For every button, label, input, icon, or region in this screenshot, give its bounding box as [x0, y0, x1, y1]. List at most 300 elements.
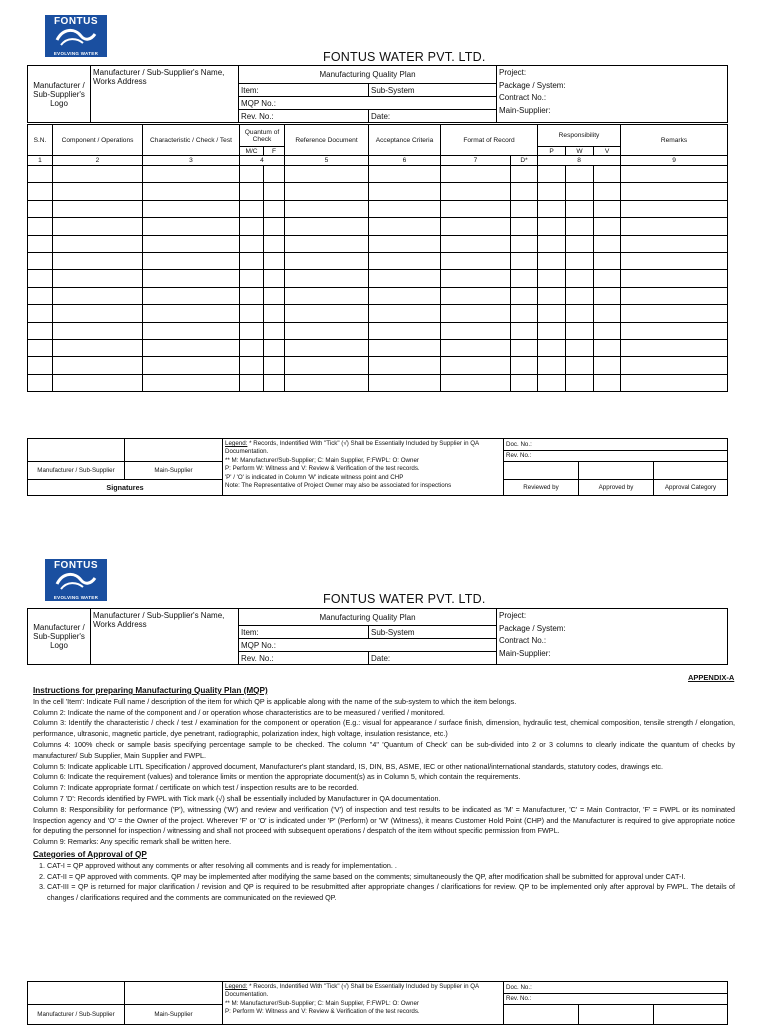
doc-no-label: Doc. No.:: [504, 982, 727, 994]
instruction-line: Column 9: Remarks: Any specific remark shall be written here.: [33, 837, 232, 847]
main-supplier-label: Main-Supplier: [125, 1005, 223, 1025]
table-cell[interactable]: [264, 322, 285, 339]
col-acceptance-header: Acceptance Criteria: [369, 125, 441, 156]
main-supplier-signature-cell[interactable]: [125, 982, 223, 1005]
table-cell[interactable]: [538, 374, 566, 391]
table-cell[interactable]: [594, 339, 621, 356]
logo-tagline: EVOLVING WATER: [53, 595, 99, 600]
table-cell[interactable]: [264, 252, 285, 269]
table-cell[interactable]: [511, 305, 538, 322]
package-label: Package / System:: [499, 623, 566, 633]
table-cell[interactable]: [538, 252, 566, 269]
col-w-header: W: [566, 147, 594, 156]
table-cell[interactable]: [594, 235, 621, 252]
legend-text-line: ** M: Manufacturer/Sub-Supplier; C: Main Supplier, F:FWPL: O: Owner: [225, 456, 419, 464]
table-cell[interactable]: [538, 357, 566, 374]
table-cell[interactable]: [285, 287, 369, 304]
table-cell[interactable]: [143, 357, 240, 374]
instruction-line: Column 8: Responsibility for performance ('P'), witnessing ('W') and review and verification ('V') of inspection and test results to be indicated as 'M' = Manufacturer, 'C' = Main Contractor, 'F' = FWPL or its nominated Inspection agency and 'O' = the Owner of the project. Wherever 'F' or 'O' is indicated under 'P' (Perform) or 'W' (Witness), it means Customer Hold Point (CHP) and the Manufacturer is required to give appropriate notice for deputing the personnel for inspection / witnessing and shall not proceed with subsequent operations / despatch of the item without specific permission from FWPL.: [33, 804, 735, 836]
mqp-title: Manufacturing Quality Plan: [239, 66, 497, 84]
table-cell[interactable]: [566, 218, 594, 235]
table-row: [28, 305, 728, 322]
legend-text-line: P: Perform W: Witness and V: Review & Verification of the test records.: [225, 465, 420, 473]
table-cell[interactable]: [285, 252, 369, 269]
table-cell[interactable]: [594, 252, 621, 269]
main-supplier-signature-cell[interactable]: [125, 439, 223, 462]
table-cell[interactable]: [566, 235, 594, 252]
table-cell[interactable]: [566, 322, 594, 339]
table-cell[interactable]: [143, 374, 240, 391]
table-cell[interactable]: [240, 305, 264, 322]
category-item: 3. CAT-III = QP is returned for major clarification / revision and QP is required to be resubmitted after appropriate changes / clarifications for review. QP to be implemented only after approval by FWPL. The details of changes / clarifications required and the comments are communicated on the reviewed QP.: [47, 882, 735, 904]
table-cell[interactable]: [28, 339, 53, 356]
table-cell[interactable]: [511, 270, 538, 287]
table-cell[interactable]: [441, 374, 511, 391]
item-field[interactable]: Item:: [239, 84, 369, 97]
table-cell[interactable]: [53, 270, 143, 287]
table-cell[interactable]: [369, 270, 441, 287]
manufacturer-name-cell: Manufacturer / Sub-Supplier's Name, Works Address: [91, 66, 239, 123]
table-cell[interactable]: [53, 235, 143, 252]
table-row: [28, 235, 728, 252]
table-cell[interactable]: [441, 200, 511, 217]
table-cell[interactable]: [143, 218, 240, 235]
col-num: 7: [441, 156, 511, 166]
table-cell[interactable]: [538, 287, 566, 304]
table-cell[interactable]: [285, 339, 369, 356]
signatures-label: Signatures: [28, 480, 223, 496]
table-cell[interactable]: [594, 218, 621, 235]
legend-text-line: P: Perform W: Witness and V: Review & Verification of the test records.: [225, 1008, 420, 1016]
approved-by-signature[interactable]: [579, 1005, 654, 1025]
logo-tagline: EVOLVING WATER: [53, 51, 99, 56]
table-cell[interactable]: [240, 322, 264, 339]
table-cell[interactable]: [369, 357, 441, 374]
table-cell[interactable]: [53, 374, 143, 391]
table-cell[interactable]: [285, 305, 369, 322]
table-cell[interactable]: [285, 166, 369, 183]
rev-no-field[interactable]: Rev. No.:: [239, 110, 369, 123]
table-cell[interactable]: [369, 305, 441, 322]
table-cell[interactable]: [264, 374, 285, 391]
table-cell[interactable]: [264, 287, 285, 304]
table-cell[interactable]: [566, 200, 594, 217]
table-cell[interactable]: [538, 322, 566, 339]
col-reference-header: Reference Document: [285, 125, 369, 156]
table-cell[interactable]: [240, 287, 264, 304]
col-p-header: P: [538, 147, 566, 156]
table-cell[interactable]: [143, 270, 240, 287]
table-cell[interactable]: [621, 218, 728, 235]
table-cell[interactable]: [511, 252, 538, 269]
table-cell[interactable]: [594, 357, 621, 374]
manufacturer-signature-cell[interactable]: [28, 982, 125, 1005]
approved-by-signature[interactable]: [579, 462, 654, 480]
wave-icon: [55, 570, 97, 592]
table-cell[interactable]: [53, 218, 143, 235]
project-info-cell: [497, 609, 728, 665]
header-table-2: [27, 608, 728, 665]
table-cell[interactable]: [240, 270, 264, 287]
col-num: 4: [240, 156, 285, 166]
instruction-line: Column 7 'D': Records identified by FWPL with Tick mark (√) shall be essentially included by Manufacturer in QA documentation.: [33, 793, 441, 803]
table-cell[interactable]: [566, 252, 594, 269]
table-cell[interactable]: [264, 305, 285, 322]
table-row: [28, 339, 728, 356]
table-cell[interactable]: [511, 322, 538, 339]
table-cell[interactable]: [143, 183, 240, 200]
table-cell[interactable]: [441, 357, 511, 374]
instruction-line: Column 5: Indicate applicable LITL Specification / approved document, Manufacturer's plant standard, IS, DIN, BS, ASME, IEC or other national/international standards, statutory codes, drawings etc.: [33, 761, 663, 771]
manufacturer-name-cell: Manufacturer / Sub-Supplier's Name, Works Address: [91, 609, 239, 665]
table-cell[interactable]: [53, 200, 143, 217]
col-component-header: Component / Operations: [53, 125, 143, 156]
table-cell[interactable]: [594, 287, 621, 304]
project-label: Project:: [499, 68, 527, 77]
table-cell[interactable]: [621, 183, 728, 200]
table-cell[interactable]: [594, 166, 621, 183]
table-cell[interactable]: [143, 322, 240, 339]
approval-category-label: Approval Category: [654, 480, 728, 496]
table-cell[interactable]: [441, 287, 511, 304]
categories-heading: Categories of Approval of QP: [33, 849, 147, 859]
col-num: 9: [621, 156, 728, 166]
quality-plan-grid: [27, 124, 728, 392]
table-row: [28, 200, 728, 217]
legend-table-1: [27, 438, 728, 496]
column-number-row: [28, 156, 728, 166]
approval-category-signature[interactable]: [654, 462, 728, 480]
category-item: 2. CAT-II = QP approved with comments. QP may be implemented after modifying the same based on the comments; simultaneously the QP, after modification shall be submitted for approval under CAT-I.: [47, 872, 735, 883]
main-supplier-label: Main-Supplier:: [499, 105, 551, 115]
table-cell[interactable]: [369, 218, 441, 235]
table-cell[interactable]: [240, 200, 264, 217]
col-characteristic-header: Characteristic / Check / Test: [143, 125, 240, 156]
reviewed-by-signature[interactable]: [504, 1005, 579, 1025]
table-cell[interactable]: [240, 374, 264, 391]
table-cell[interactable]: [264, 339, 285, 356]
doc-rev-cell: [504, 439, 728, 462]
company-logo: [45, 559, 107, 601]
instructions-heading: Instructions for preparing Manufacturing Quality Plan (MQP): [33, 686, 268, 695]
col-responsibility-header: Responsibility: [538, 125, 621, 147]
table-cell[interactable]: [53, 339, 143, 356]
table-cell[interactable]: [566, 357, 594, 374]
table-cell[interactable]: [566, 339, 594, 356]
table-cell[interactable]: [621, 339, 728, 356]
doc-no-label: Doc. No.:: [504, 439, 727, 451]
table-cell[interactable]: [28, 252, 53, 269]
table-cell[interactable]: [441, 183, 511, 200]
table-cell[interactable]: [441, 166, 511, 183]
date-field[interactable]: Date:: [369, 652, 497, 665]
mqp-no-field[interactable]: MQP No.:: [239, 639, 497, 652]
table-cell[interactable]: [566, 287, 594, 304]
table-cell[interactable]: [285, 218, 369, 235]
table-cell[interactable]: [566, 183, 594, 200]
legend-table-2: [27, 981, 728, 1025]
legend-text-line: * Records, Indentified With "Tick" (√) Shall be Essentially Included by Supplier in QA Documentation.: [225, 983, 479, 999]
subsystem-field[interactable]: Sub-System: [369, 626, 497, 639]
table-cell[interactable]: [369, 287, 441, 304]
table-cell[interactable]: [538, 305, 566, 322]
table-cell[interactable]: [240, 235, 264, 252]
main-supplier-label: Main-Supplier:: [499, 648, 551, 658]
table-cell[interactable]: [285, 322, 369, 339]
table-cell[interactable]: [28, 200, 53, 217]
table-cell[interactable]: [28, 305, 53, 322]
table-cell[interactable]: [28, 374, 53, 391]
table-cell[interactable]: [621, 374, 728, 391]
table-row: [28, 270, 728, 287]
legend-text: [223, 982, 504, 1025]
table-cell[interactable]: [143, 252, 240, 269]
table-cell[interactable]: [511, 287, 538, 304]
instruction-line: Column 7: Indicate appropriate format / certificate on which test / inspection results are to be recorded.: [33, 783, 359, 793]
col-num: 2: [53, 156, 143, 166]
table-cell[interactable]: [594, 322, 621, 339]
table-cell[interactable]: [621, 166, 728, 183]
table-cell[interactable]: [143, 200, 240, 217]
wave-icon: [55, 26, 97, 48]
table-cell[interactable]: [369, 374, 441, 391]
table-cell[interactable]: [511, 374, 538, 391]
col-remarks-header: Remarks: [621, 125, 728, 156]
reviewed-by-label: Reviewed by: [504, 480, 579, 496]
table-cell[interactable]: [285, 374, 369, 391]
table-cell[interactable]: [594, 200, 621, 217]
date-field[interactable]: Date:: [369, 110, 497, 123]
instruction-line: Column 3: Identify the characteristic / check / test / examination for the component or operation (E.g.: visual for appearance / surface finish, dimension, hydraulic test, chemical composition, tensile strength / elongation, performance, ultrasonic, magnetic particle, dye penetrant, radiographic, polarization index, high voltage, insulation resistance, etc.): [33, 718, 735, 739]
table-cell[interactable]: [511, 183, 538, 200]
table-cell[interactable]: [441, 305, 511, 322]
table-cell[interactable]: [621, 270, 728, 287]
table-cell[interactable]: [264, 270, 285, 287]
table-cell[interactable]: [143, 305, 240, 322]
table-cell[interactable]: [441, 322, 511, 339]
table-cell[interactable]: [621, 305, 728, 322]
col-num: 1: [28, 156, 53, 166]
rev-no-label: Rev. No.:: [506, 452, 532, 459]
table-cell[interactable]: [143, 166, 240, 183]
mqp-no-field[interactable]: MQP No.:: [239, 97, 497, 110]
col-format-header: Format of Record: [441, 125, 538, 156]
subsystem-field[interactable]: Sub-System: [369, 84, 497, 97]
table-cell[interactable]: [369, 339, 441, 356]
main-supplier-label: Main-Supplier: [125, 462, 223, 480]
table-row: [28, 166, 728, 183]
legend-label: Legend:: [225, 983, 248, 990]
table-cell[interactable]: [441, 235, 511, 252]
legend-text-line: ** M: Manufacturer/Sub-Supplier; C: Main Supplier, F:FWPL: O: Owner: [225, 999, 419, 1007]
rev-no-label: Rev. No.:: [506, 995, 532, 1002]
table-cell[interactable]: [264, 235, 285, 252]
table-row: [28, 287, 728, 304]
table-cell[interactable]: [285, 235, 369, 252]
manufacturer-label: Manufacturer / Sub-Supplier: [28, 1005, 125, 1025]
contract-label: Contract No.:: [499, 93, 547, 102]
instruction-line: Columns 4: 100% check or sample basis specifying percentage sample to be checked. The column "4" 'Quantum of Check' can be sub-divided into 2 or 3 columns to clearly indicate the quantum of checks by manufacturer/ Sub Supplier, Main Supplier and FWPL.: [33, 739, 735, 760]
table-cell[interactable]: [53, 252, 143, 269]
table-cell[interactable]: [240, 166, 264, 183]
table-cell[interactable]: [538, 166, 566, 183]
categories-list: [33, 861, 735, 904]
table-cell[interactable]: [594, 270, 621, 287]
table-cell[interactable]: [594, 305, 621, 322]
table-cell[interactable]: [621, 322, 728, 339]
doc-rev-cell: [504, 982, 728, 1005]
instructions-section: [33, 686, 735, 904]
col-num: D*: [511, 156, 538, 166]
company-name: FONTUS WATER PVT. LTD.: [323, 50, 486, 64]
manufacturer-logo-cell: Manufacturer / Sub-Supplier's Logo: [28, 66, 91, 123]
table-cell[interactable]: [369, 166, 441, 183]
table-cell[interactable]: [621, 287, 728, 304]
table-cell[interactable]: [566, 270, 594, 287]
appendix-label: APPENDIX-A: [688, 673, 735, 682]
table-cell[interactable]: [511, 357, 538, 374]
table-cell[interactable]: [53, 322, 143, 339]
company-logo: [45, 15, 107, 57]
table-cell[interactable]: [264, 357, 285, 374]
table-row: [28, 357, 728, 374]
table-cell[interactable]: [28, 235, 53, 252]
table-cell[interactable]: [538, 270, 566, 287]
table-cell[interactable]: [511, 218, 538, 235]
table-cell[interactable]: [538, 200, 566, 217]
table-cell[interactable]: [28, 183, 53, 200]
header-table: [27, 65, 728, 123]
item-field[interactable]: Item:: [239, 626, 369, 639]
company-name: FONTUS WATER PVT. LTD.: [323, 592, 486, 606]
table-cell[interactable]: [53, 357, 143, 374]
table-cell[interactable]: [594, 183, 621, 200]
table-cell[interactable]: [369, 322, 441, 339]
table-cell[interactable]: [566, 166, 594, 183]
manufacturer-label: Manufacturer / Sub-Supplier: [28, 462, 125, 480]
table-cell[interactable]: [369, 183, 441, 200]
table-cell[interactable]: [28, 270, 53, 287]
table-cell[interactable]: [566, 374, 594, 391]
table-cell[interactable]: [240, 357, 264, 374]
instruction-line: Column 2: Indicate the name of the component and / or operation whose characteristics are to be measured / verified / monitored.: [33, 707, 445, 717]
table-cell[interactable]: [285, 270, 369, 287]
col-num: 8: [538, 156, 621, 166]
approved-by-label: Approved by: [579, 480, 654, 496]
table-cell[interactable]: [511, 339, 538, 356]
table-cell[interactable]: [369, 252, 441, 269]
table-cell[interactable]: [264, 218, 285, 235]
mqp-title: Manufacturing Quality Plan: [239, 609, 497, 626]
table-cell[interactable]: [538, 218, 566, 235]
table-cell[interactable]: [441, 270, 511, 287]
table-cell[interactable]: [53, 305, 143, 322]
table-row: [28, 218, 728, 235]
instruction-line: In the cell 'Item': Indicate Full name / description of the item for which QP is applicable along with the name of the sub-system to which the item belongs.: [33, 696, 517, 706]
col-v-header: V: [594, 147, 621, 156]
col-quantum-header: Quantum of Check: [240, 125, 285, 147]
table-cell[interactable]: [28, 166, 53, 183]
table-cell[interactable]: [53, 166, 143, 183]
table-cell[interactable]: [264, 183, 285, 200]
table-cell[interactable]: [240, 252, 264, 269]
table-cell[interactable]: [621, 200, 728, 217]
legend-text-line: * Records, Indentified With "Tick" (√) Shall be Essentially Included by Supplier in QA Documentation.: [225, 440, 479, 456]
table-cell[interactable]: [538, 339, 566, 356]
package-label: Package / System:: [499, 80, 566, 90]
table-cell[interactable]: [538, 235, 566, 252]
table-cell[interactable]: [511, 166, 538, 183]
table-cell[interactable]: [369, 200, 441, 217]
table-cell[interactable]: [53, 287, 143, 304]
table-cell[interactable]: [285, 357, 369, 374]
logo-brand-text: FONTUS: [53, 560, 99, 571]
project-label: Project:: [499, 611, 527, 620]
legend-text: [223, 439, 504, 496]
table-cell[interactable]: [264, 200, 285, 217]
table-cell[interactable]: [594, 374, 621, 391]
table-cell[interactable]: [28, 218, 53, 235]
table-cell[interactable]: [441, 252, 511, 269]
rev-no-field[interactable]: Rev. No.:: [239, 652, 369, 665]
table-cell[interactable]: [511, 235, 538, 252]
legend-text-line: Note: The Representative of Project Owner may also be associated for inspections: [225, 482, 452, 490]
table-cell[interactable]: [143, 287, 240, 304]
table-cell[interactable]: [441, 339, 511, 356]
table-cell[interactable]: [285, 200, 369, 217]
col-sn-header: S.N.: [28, 125, 53, 156]
table-cell[interactable]: [53, 183, 143, 200]
legend-label: Legend:: [225, 440, 248, 447]
table-cell[interactable]: [143, 235, 240, 252]
category-item: 1. CAT-I = QP approved without any comments or after resolving all comments and is ready for implementation. .: [47, 861, 735, 872]
table-cell[interactable]: [264, 166, 285, 183]
table-cell[interactable]: [621, 357, 728, 374]
blank-rows: [28, 166, 728, 392]
table-cell[interactable]: [441, 218, 511, 235]
table-cell[interactable]: [511, 200, 538, 217]
table-row: [28, 374, 728, 391]
reviewed-by-signature[interactable]: [504, 462, 579, 480]
table-cell[interactable]: [28, 322, 53, 339]
table-cell[interactable]: [240, 183, 264, 200]
col-mc-header: M/C: [240, 147, 264, 156]
table-row: [28, 183, 728, 200]
col-num: 3: [143, 156, 240, 166]
project-info-cell: [497, 66, 728, 123]
table-cell[interactable]: [538, 183, 566, 200]
contract-label: Contract No.:: [499, 636, 547, 645]
legend-text-line: 'P' / 'O' is indicated in Column 'W' indicate witness point and CHP: [225, 473, 404, 481]
table-cell[interactable]: [240, 218, 264, 235]
table-cell[interactable]: [621, 252, 728, 269]
table-cell[interactable]: [240, 339, 264, 356]
table-row: [28, 252, 728, 269]
table-cell[interactable]: [143, 339, 240, 356]
table-row: [28, 322, 728, 339]
table-cell[interactable]: [369, 235, 441, 252]
table-cell[interactable]: [621, 235, 728, 252]
table-cell[interactable]: [28, 287, 53, 304]
col-f-header: F: [264, 147, 285, 156]
instruction-line: Column 6: Indicate the requirement (values) and tolerance limits or mention the appropriate document(s) as in Column 5, which contain the requirements.: [33, 772, 521, 782]
table-cell[interactable]: [566, 305, 594, 322]
table-cell[interactable]: [28, 357, 53, 374]
col-num: 5: [285, 156, 369, 166]
table-cell[interactable]: [285, 183, 369, 200]
manufacturer-signature-cell[interactable]: [28, 439, 125, 462]
approval-category-signature[interactable]: [654, 1005, 728, 1025]
